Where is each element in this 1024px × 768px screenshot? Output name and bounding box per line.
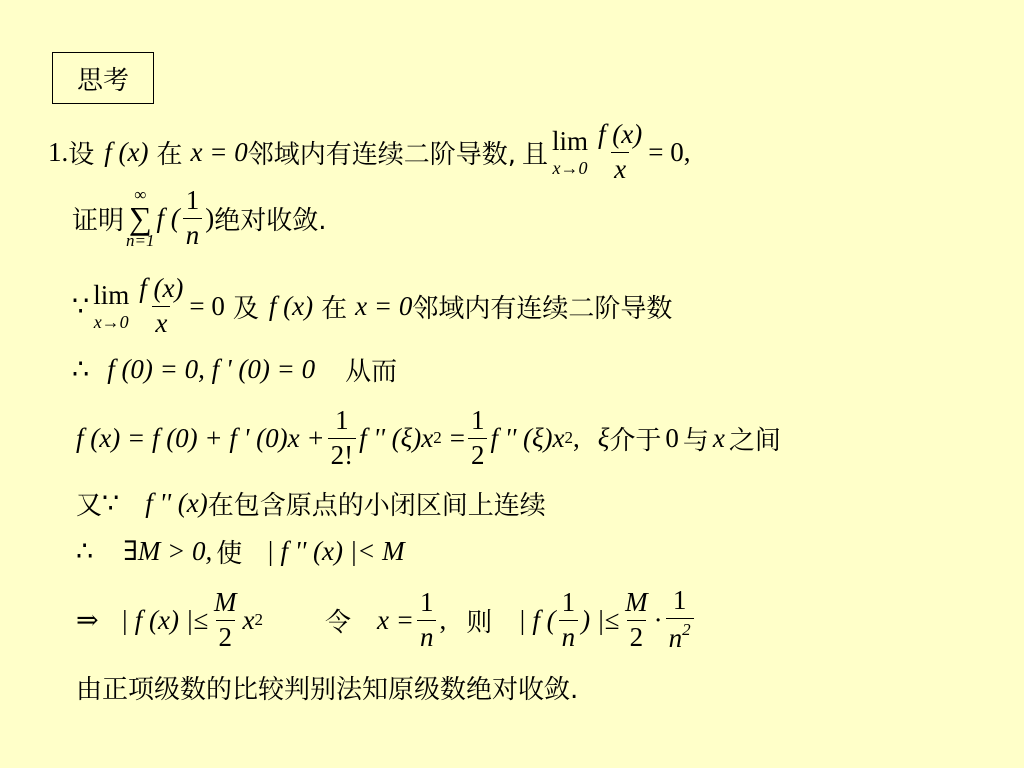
problem-fraction: $\frac{f (x)}{x}$ — [598, 118, 643, 184]
prove-text: 证明 — [72, 205, 125, 236]
step3-between-3: 之间 — [728, 425, 781, 456]
problem-limit: lim x→0 — [552, 125, 589, 178]
step1-limit: lim x→0 — [93, 279, 130, 332]
title-text: 思考 — [76, 65, 129, 96]
step1-fraction: $\frac{f (x)}{x}$ — [139, 272, 184, 338]
taylor-mid-sq: 2 — [433, 428, 442, 447]
step6-f-open: | f ( — [518, 604, 556, 635]
step3-between-1: 介于 — [609, 425, 662, 456]
step6-frac-1n2: $\frac{1}{n^2}$ — [666, 586, 694, 653]
step4-expression: f '' (x) — [145, 487, 208, 518]
problem-fx: f (x) — [104, 136, 149, 167]
problem-text-zai: 在 — [156, 139, 183, 170]
step6-frac-m2-b: $\frac{M}{2}$ — [625, 586, 648, 652]
taylor-eq: = — [449, 422, 465, 453]
step3-between-2: 与 — [682, 425, 709, 456]
series-sum: ∞ ∑ n=1 — [126, 184, 155, 251]
step1-and: 及 — [232, 293, 259, 324]
step6-dot: · — [653, 604, 663, 635]
xi-symbol: ξ — [597, 422, 610, 453]
title-box — [52, 52, 154, 104]
step6-comma: , — [439, 604, 447, 635]
step6-frac-1n: $\frac{1}{n}$ — [417, 588, 437, 652]
step1-tail: 邻域内有连续二阶导数 — [412, 293, 673, 324]
step-3 — [76, 398, 781, 478]
step5-exists: ∃M > 0, — [123, 535, 213, 566]
step5-bound: | f '' (x) |< M — [266, 535, 405, 566]
taylor-frac-1: $\frac{1}{2!}$ — [328, 406, 357, 470]
conclusion-text: 由正项级数的比较判别法知原级数绝对收敛. — [76, 674, 579, 705]
step4-tail: 在包含原点的小闭区间上连续 — [207, 490, 546, 521]
problem-line-2 — [72, 178, 327, 258]
step1-at: 在 — [321, 293, 348, 324]
implies-symbol: ⇒ — [76, 604, 99, 635]
series-fraction: $\frac{1}{n}$ — [183, 186, 203, 250]
problem-text-she: 设 — [68, 139, 95, 170]
step5-make: 使 — [216, 538, 243, 569]
step-2 — [72, 348, 397, 390]
step-6 — [76, 578, 697, 662]
problem-text-neighborhood: 邻域内有连续二阶导数, — [247, 139, 516, 170]
step6-f-close: ) |≤ — [581, 604, 620, 635]
step6-let: 令 — [325, 607, 352, 638]
step6-x-eq: x = — [377, 604, 414, 635]
step5-therefore: ∴ — [76, 535, 94, 566]
because-symbol: ∵ — [72, 290, 90, 321]
step-4 — [76, 482, 546, 524]
conclusion — [76, 666, 578, 708]
taylor-lhs: f (x) = f (0) + f ' (0)x + — [76, 422, 325, 453]
taylor-rhs-sq: 2 — [564, 428, 574, 447]
taylor-mid: f '' (ξ)x — [359, 422, 434, 453]
step6-frac-m2: $\frac{M}{2}$ — [214, 586, 237, 652]
taylor-comma: , — [573, 422, 580, 453]
problem-text-qie: 且 — [521, 139, 548, 170]
step4-because: ∵ — [102, 487, 120, 518]
step6-lhs: | f (x) |≤ — [120, 604, 209, 635]
step-5 — [76, 530, 405, 572]
step6-then: 则 — [466, 607, 493, 638]
series-close: ) — [205, 202, 215, 233]
problem-number: 1. — [48, 136, 69, 167]
step6-x-sq: 2 — [254, 610, 263, 629]
prove-tail: 绝对收敛. — [214, 205, 327, 236]
step3-x: x — [712, 422, 725, 453]
taylor-rhs: f '' (ξ)x — [490, 422, 565, 453]
problem-x-eq-0: x = 0 — [190, 136, 248, 167]
taylor-frac-2: $\frac{1}{2}$ — [468, 406, 488, 470]
problem-eq-0: = 0 — [648, 136, 684, 167]
series-f-open: f ( — [156, 202, 180, 233]
step6-frac-inner: $\frac{1}{n}$ — [559, 588, 579, 652]
step6-x: x — [242, 604, 255, 635]
therefore-symbol: ∴ — [72, 353, 90, 384]
step3-zero: 0 — [665, 422, 679, 453]
step2-expression: f (0) = 0, f ' (0) = 0 — [107, 353, 316, 384]
step-1 — [72, 266, 672, 346]
problem-comma: , — [683, 136, 691, 167]
step2-tail: 从而 — [345, 356, 398, 387]
step1-eq-0: = 0 — [189, 290, 225, 321]
step1-fx: f (x) — [268, 290, 314, 321]
step1-x-eq-0: x = 0 — [355, 290, 413, 321]
step4-again: 又 — [76, 490, 103, 521]
